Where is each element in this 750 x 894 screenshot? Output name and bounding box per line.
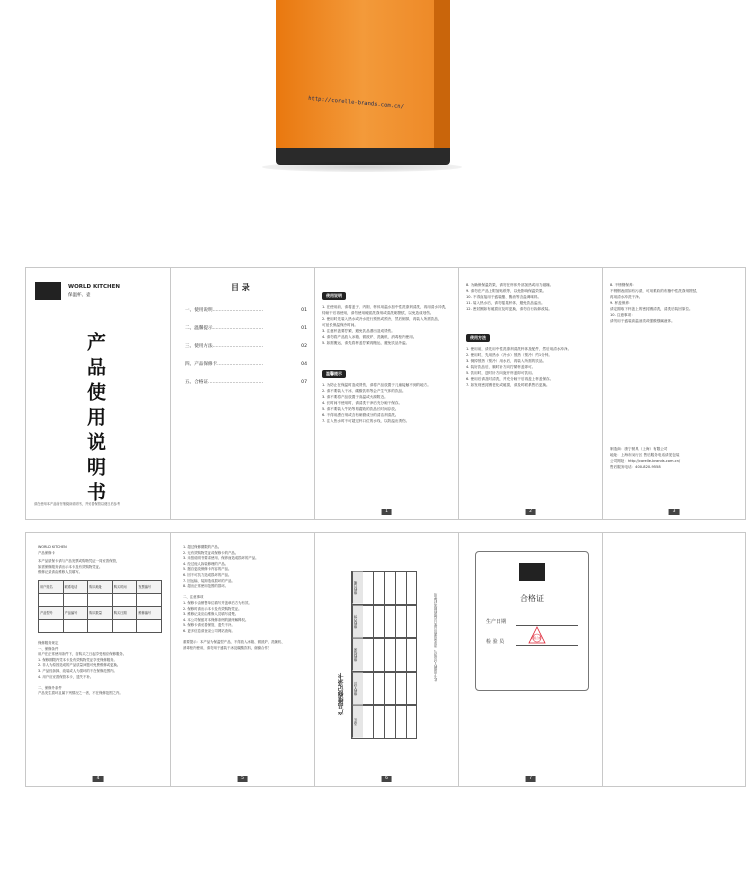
repair-card-note: 此卡由维修人员填写，请妥善保管以便日后维修服务时使用 xyxy=(434,593,438,682)
table-cell: 购买时间 xyxy=(112,580,137,593)
repair-record-column xyxy=(406,639,407,671)
table-cell: 产品型号 xyxy=(39,606,64,619)
table-row xyxy=(39,593,162,606)
text-line: 2. 使用时，先用热水（冷水）预热（预冷）约1分钟。 xyxy=(466,353,552,357)
text-line: 5. 保修卡请妥善保管，遗失不补。 xyxy=(183,623,235,628)
text-line: 1. 保修期限内凭本卡及有效购物凭证享受保修服务。 xyxy=(38,657,117,662)
text-line: 二、保修外条件 xyxy=(38,685,62,690)
text-line: 5. 如需搬运，请先将杯盖拧紧再搬运，避免饮品外溢。 xyxy=(322,341,410,345)
text-line: 1. 为防止在保温时造成烫伤，请将产品放置于儿童接触不到的地方。 xyxy=(322,383,431,387)
text-line: 4. 用户应妥善保管本卡，遗失不补。 xyxy=(38,674,94,679)
repair-record-grid xyxy=(351,571,417,739)
text-line: 2. 请不要装入干冰、碳酸饮料等会产生气体的饮品。 xyxy=(322,389,406,393)
toc-item[interactable] xyxy=(185,356,307,374)
toc-item-page: 04 xyxy=(301,362,307,367)
table-cell xyxy=(137,593,162,606)
text-line: 8. 不锈钢保养： xyxy=(610,283,637,287)
text-line: 12. 密封圈如有破损应及时更换，请勿自行拆卸改装。 xyxy=(466,307,552,311)
certificate-title: 合格证 xyxy=(520,594,544,603)
toc-panel xyxy=(170,267,315,520)
repair-record-label: 维修内容 xyxy=(352,606,363,638)
product-box-side xyxy=(434,0,450,148)
page-number: 3 xyxy=(669,509,680,515)
product-box-shadow xyxy=(262,162,462,172)
text-line: 9. 请勿在产品上附加贴纸等，以免影响保温效果。 xyxy=(466,289,547,293)
repair-record-column xyxy=(373,673,374,705)
table-cell: 产品编号 xyxy=(63,606,88,619)
toc-item[interactable] xyxy=(185,374,307,392)
text-line: 9. 杯盖保养： xyxy=(610,301,633,305)
toc-item-page: 01 xyxy=(301,308,307,313)
text-line: 2. 无有效购物凭证或保修卡的产品。 xyxy=(183,550,239,555)
cover-panel xyxy=(25,267,171,520)
toc-item-label: 五、合格证……………………………… xyxy=(185,380,264,385)
brand-name: WORLD KITCHEN xyxy=(68,284,121,290)
repair-record-column xyxy=(384,673,385,705)
text-line: 3. 注意杯盖要拧紧，避免饮品洒出造成烫伤。 xyxy=(322,329,395,333)
certificate-logo xyxy=(519,563,545,581)
warranty-brand: WORLD KITCHEN xyxy=(38,545,67,549)
table-cell xyxy=(112,619,137,632)
text-line: 4. 装好饮品后，顺时针方向拧紧杯盖即可。 xyxy=(466,365,536,369)
repair-record-column xyxy=(406,706,407,738)
text-line: 3. 未按说明书要求使用、保养而造成损坏的产品。 xyxy=(183,556,259,561)
table-cell: 用户姓名 xyxy=(39,580,64,593)
table-cell: 购买地址 xyxy=(88,580,113,593)
page-number: 5 xyxy=(237,776,248,782)
text-line: 1. 超过保修期限的产品。 xyxy=(183,545,222,549)
repair-record-column xyxy=(384,572,385,604)
repair-record-row xyxy=(351,672,417,706)
page-number: 2 xyxy=(525,509,536,515)
repair-record-column xyxy=(373,706,374,738)
table-cell: 维修编号 xyxy=(137,606,162,619)
repair-record-column xyxy=(384,639,385,671)
qc-stamp-text: 检验合格 xyxy=(531,637,542,640)
repair-record-column xyxy=(384,706,385,738)
repair-record-column xyxy=(395,572,396,604)
warranty-intro xyxy=(38,559,162,576)
text-line: 8. 超出正常使用范围的损坏。 xyxy=(183,584,228,589)
text-line: 用户在正常使用条件下，自购买之日起享受相应保修服务。 xyxy=(38,652,127,657)
page-5-panel xyxy=(170,532,315,787)
text-line: 10. 注意事项： xyxy=(610,313,635,317)
toc-title: 目 录 xyxy=(231,283,250,292)
text-line: 请定期取下杯盖上的密封圈清洗，清洗后装回原位。 xyxy=(610,307,693,311)
warranty-rules xyxy=(38,647,162,697)
page-7-panel xyxy=(458,532,603,787)
text-line: 5. 饮用时，逆时针方向旋开杯盖即可饮用。 xyxy=(466,371,536,375)
warranty-card-title: 产品保修卡 xyxy=(38,550,55,555)
text-line: 可延长保温保冷时间。 xyxy=(322,323,358,327)
text-line: 8. 为确保保温效果，请勿在杯体外部加热或用力碰撞。 xyxy=(466,283,554,287)
table-row xyxy=(39,619,162,632)
text-line: 地址：上海市闵行区 售后服务电话请见包装 xyxy=(610,453,680,457)
text-line: 1. 使用前，请先用中性洗涤剂清洗杯体及配件，然后用清水冲净。 xyxy=(466,347,572,351)
text-line: 10. 不得直接用于盛装醋、酱油等含盐调味料。 xyxy=(466,295,542,299)
text-line: 消毒柜内使用，请勿用于盛装干冰及碳酸饮料，谢谢合作！ xyxy=(183,645,272,650)
text-line: 公司网址：http://corelle-brands.com.cn/ xyxy=(610,459,681,463)
repair-record-row xyxy=(351,705,417,739)
repair-record-column xyxy=(406,673,407,705)
page-4-panel xyxy=(25,532,171,787)
warranty-rules-continued xyxy=(183,545,309,651)
brand-logo xyxy=(35,282,61,300)
toc-item[interactable] xyxy=(185,338,307,356)
usage-text xyxy=(322,304,454,346)
table-cell xyxy=(88,619,113,632)
text-line: 2. 保修时请出示本卡及有效购物凭证。 xyxy=(183,606,242,611)
repair-record-column xyxy=(384,606,385,638)
toc-item-page: 01 xyxy=(301,326,307,331)
text-line: 3. 维修记录应由维修人员填写清楚。 xyxy=(183,612,239,617)
text-line: 4. 本公司保留对本保修条例的最终解释权。 xyxy=(183,617,249,622)
toc-item-page: 07 xyxy=(301,380,307,385)
text-line: 如需保修服务请出示本卡及有效购物凭证。 xyxy=(38,564,103,569)
toc-list xyxy=(185,302,307,392)
repair-record-column xyxy=(373,639,374,671)
text-line: 7. 因运输、装卸造成损坏的产品。 xyxy=(183,578,235,583)
care-text xyxy=(610,282,742,324)
text-line: 1. 保修卡由销售单位填写并盖章后方为有效。 xyxy=(183,600,252,605)
toc-item-label: 三、使用方法…………………………… xyxy=(185,344,264,349)
repair-record-label: 维修日期 xyxy=(352,572,363,604)
text-line: 6. 因不可抗力造成损坏的产品。 xyxy=(183,572,232,577)
page-3-panel xyxy=(602,267,746,520)
certificate-frame xyxy=(475,551,589,691)
table-row xyxy=(39,580,162,593)
page-1-panel xyxy=(314,267,459,520)
page-number: 6 xyxy=(381,776,392,782)
warranty-rules-heading: 保修服务规定 xyxy=(38,640,59,645)
repair-record-column xyxy=(395,673,396,705)
tips-text xyxy=(322,382,454,424)
toc-item-label: 四、产品保修卡………………………… xyxy=(185,362,264,367)
text-line: 请勿用于盛装高温油类或强酸强碱液体。 xyxy=(610,319,675,323)
text-line: 本产品质保卡请与产品发票或购物凭证一同妥善保管， xyxy=(38,559,120,564)
text-line: 5. 请不要装入牛奶等易腐败的饮品长时间存放。 xyxy=(322,407,399,411)
table-cell: 购买数量 xyxy=(88,606,113,619)
repair-record-label: 维修结果 xyxy=(352,639,363,671)
qc-stamp xyxy=(528,626,546,644)
text-line: 二、注意事项 xyxy=(183,595,204,600)
table-cell: 联系电话 xyxy=(63,580,88,593)
section-tips-heading: 温馨提示 xyxy=(322,370,346,378)
brand-subtitle: 保温杯、壶 xyxy=(68,293,91,298)
cover-title: 产品使用说明书 xyxy=(84,332,106,507)
text-line: 不锈钢表面如有污渍，可用柔软的布蘸中性洗涤剂擦拭， xyxy=(610,289,700,293)
repair-record-column xyxy=(395,706,396,738)
manufacturer-info xyxy=(610,446,742,470)
section-method-heading: 使用方法 xyxy=(466,334,490,342)
table-row xyxy=(39,606,162,619)
text-line: 重要提示：本产品为保温型产品，不得放入冰箱、微波炉、洗碗机、 xyxy=(183,640,285,645)
text-line: 7. 如发现密封圈老化或破损，请及时联系售后更换。 xyxy=(466,383,550,387)
table-cell xyxy=(112,593,137,606)
repair-record-column xyxy=(395,639,396,671)
text-line: 11. 装入热水后，请勿摇晃杯体，避免饮品溢出。 xyxy=(466,301,545,305)
repair-record-column xyxy=(395,606,396,638)
repair-record-column xyxy=(373,572,374,604)
repair-record-row xyxy=(351,605,417,639)
repair-record-label: 备注 xyxy=(352,706,363,738)
repair-record-column xyxy=(406,572,407,604)
method-text xyxy=(466,346,598,388)
inspector-label: 检 验 员 xyxy=(486,639,505,645)
repair-record-label: 维修人员 xyxy=(352,673,363,705)
box-url-text: http://corelle-brands.com.cn/ xyxy=(307,95,405,111)
table-cell xyxy=(63,619,88,632)
text-line: 制造商：康宁餐具（上海）有限公司 xyxy=(610,447,668,451)
production-date-line xyxy=(516,625,578,626)
text-line: 1. 在使用前，请将盖子、内胆、杯体用温水加中性洗涤剂清洗，再用清水冲洗， xyxy=(322,305,449,309)
repair-record-column xyxy=(406,606,407,638)
table-cell xyxy=(63,593,88,606)
page-number: 7 xyxy=(525,776,536,782)
production-date-label: 生产日期 xyxy=(486,619,507,625)
text-line: 4. 请勿将产品放入冰箱、微波炉、洗碗机、消毒柜内使用。 xyxy=(322,335,417,339)
table-cell xyxy=(39,619,64,632)
repair-card-title: 产品维修记录卡 xyxy=(338,673,345,715)
table-cell xyxy=(39,593,64,606)
text-line: 4. 长时间不使用时，请清洗干净后充分晾干保存。 xyxy=(322,401,403,405)
text-line: 3. 倒掉预热（预冷）用水后，再装入所需的饮品。 xyxy=(466,359,547,363)
page-number: 1 xyxy=(381,509,392,515)
toc-item[interactable] xyxy=(185,302,307,320)
text-line: 2. 使用时先装入热水或冷水进行预热或预冷，然后倒掉，再装入所需饮品， xyxy=(322,317,442,321)
text-line: 维修记录请由维修人员填写。 xyxy=(38,570,83,575)
page-2-panel xyxy=(458,267,603,520)
page-6-panel xyxy=(314,532,459,787)
text-line: 售后服务电话：400-820-9558 xyxy=(610,465,661,469)
toc-item-label: 一、使用说明…………………………… xyxy=(185,308,264,313)
repair-record-row xyxy=(351,571,417,605)
table-cell: 购买日期 xyxy=(112,606,137,619)
text-line: 6. 不得用漂白剂或含有研磨成分的清洁剂清洗。 xyxy=(322,413,399,417)
usage-text-continued xyxy=(466,282,598,312)
inspector-line xyxy=(516,645,578,646)
text-line: 待晾干后再使用，请勿使用硬质洗涤剂或清洗刷擦拭，以免造成划伤。 xyxy=(322,311,434,315)
cover-note: 请在使用本产品前仔细阅读说明书，并妥善保管以便日后参考 xyxy=(34,502,121,506)
blank-panel xyxy=(602,532,746,787)
toc-item[interactable] xyxy=(185,320,307,338)
table-cell xyxy=(88,593,113,606)
table-cell xyxy=(137,619,162,632)
text-line: 2. 非人为原因造成的产品质量问题可免费维修或更换。 xyxy=(38,663,121,668)
repair-record-row xyxy=(351,638,417,672)
product-box-front xyxy=(276,0,434,148)
text-line: 6. 使用后请及时清洗，并充分晾干后再盖上杯盖保存。 xyxy=(466,377,554,381)
text-line: 一、保修条件 xyxy=(38,646,59,651)
text-line: 3. 产品经拆卸、改装或人为损坏的不在保修范围内。 xyxy=(38,668,117,673)
text-line: 产品发生损坏且属下列情况之一者，不在保修范围之内。 xyxy=(38,691,123,696)
table-cell: 发票编号 xyxy=(137,580,162,593)
warranty-table xyxy=(38,580,162,633)
toc-item-page: 02 xyxy=(301,344,307,349)
text-line: 4. 经过他人拆装修理的产品。 xyxy=(183,561,228,566)
repair-record-column xyxy=(373,606,374,638)
toc-item-label: 二、温馨提示…………………………… xyxy=(185,326,264,331)
section-usage-heading: 使用说明 xyxy=(322,292,346,300)
text-line: 5. 擅自更改保修卡内容的产品。 xyxy=(183,567,232,572)
page-number: 4 xyxy=(93,776,104,782)
text-line: 7. 注入热水时不可超过杯口位的水线，以防溢出烫伤。 xyxy=(322,419,410,423)
text-line: 再用清水冲洗干净。 xyxy=(610,295,643,299)
text-line: 6. 更多信息请登录公司网站查询。 xyxy=(183,628,235,633)
text-line: 3. 请不要将产品放置于高温或火源附近。 xyxy=(322,395,388,399)
